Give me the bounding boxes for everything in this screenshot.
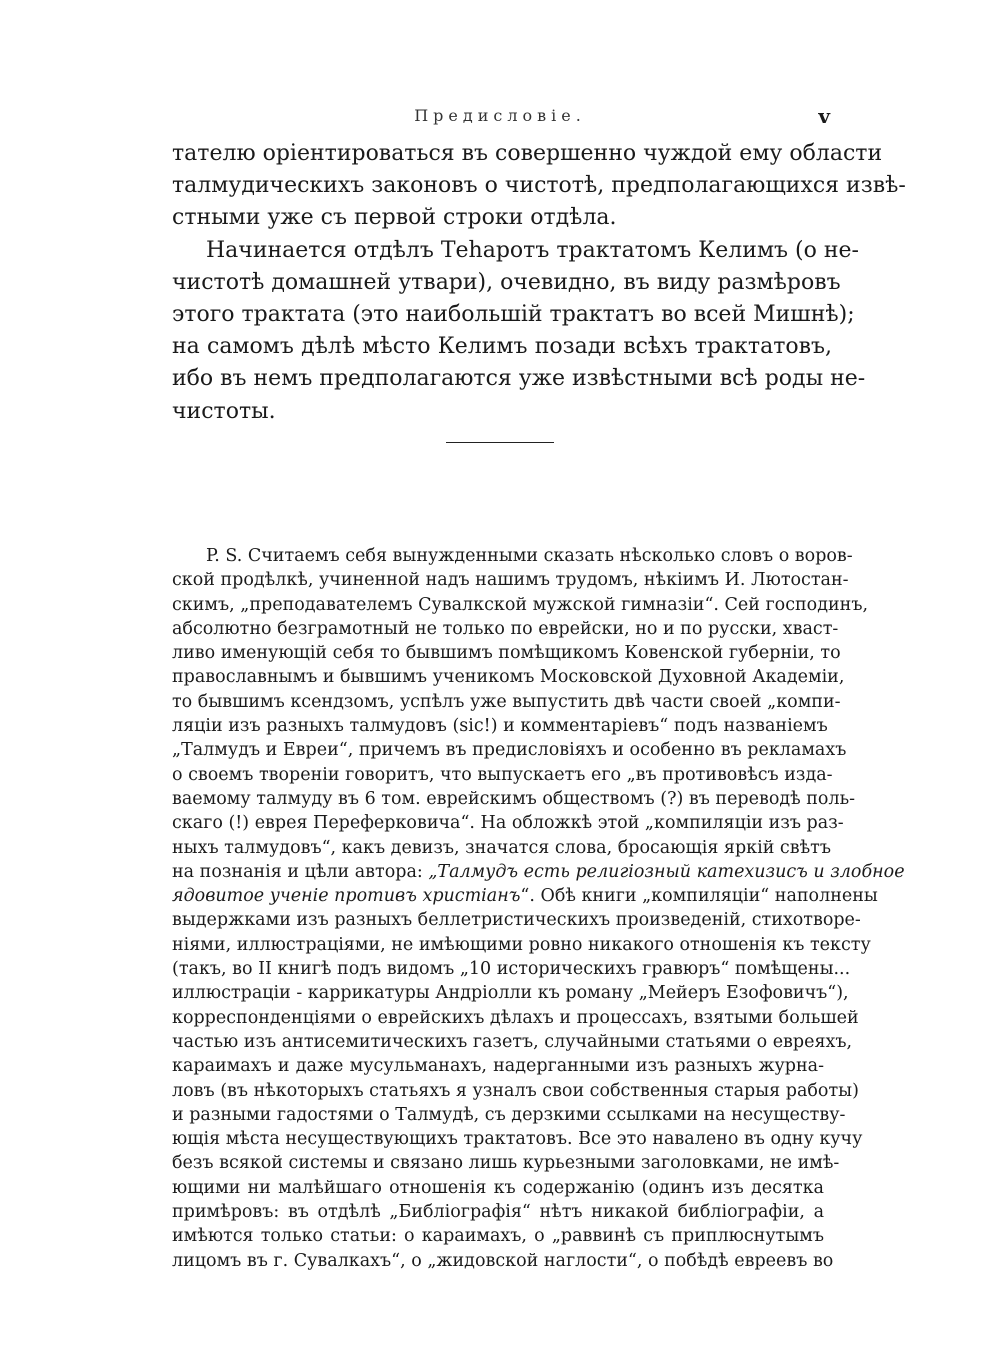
ps-line: ваемому талмуду въ 6 том. еврейскимъ обществомъ (?) въ переводѣ поль- <box>172 788 856 809</box>
ps-line: имѣются только статьи: о караимахъ, о „раввинѣ съ приплюснутымъ <box>172 1226 824 1247</box>
ps-line: то бывшимъ ксендзомъ, успѣлъ уже выпустить двѣ части своей „компи- <box>172 691 841 712</box>
ps-line: ющими ни малѣйшаго отношенія къ содержанію (одинъ изъ десятка <box>172 1177 824 1198</box>
ps-line: ливо именующій себя то бывшимъ помѣщикомъ Ковенской губерніи, то <box>172 643 841 664</box>
page-number: v <box>818 104 830 128</box>
ps-line-mixed <box>172 860 905 884</box>
ps-line: выдержками изъ разныхъ беллетристическихъ произведеній, стихотворе- <box>172 910 861 931</box>
ps-line: скимъ, „преподавателемъ Сувалкской мужской гимназіи“. Сей господинъ, <box>172 594 869 615</box>
ps-line-mixed <box>172 884 878 908</box>
ps-line-segment: на познанія и цѣли автора: <box>172 861 429 882</box>
ps-line: о своемъ твореніи говоритъ, что выпускаетъ его „въ противовѣсъ изда- <box>172 764 833 785</box>
ps-line: (такъ, во II книгѣ подъ видомъ „10 историческихъ гравюръ“ помѣщены... <box>172 959 851 980</box>
ps-line: ніями, иллюстраціями, не имѣющими ровно никакого отношенія къ тексту <box>172 934 871 955</box>
running-title: Предисловіе. <box>414 106 586 125</box>
ps-line: иллюстраціи - каррикатуры Андріолли къ роману „Мейеръ Езофовичъ“), <box>172 983 849 1004</box>
main-text-block <box>172 138 906 428</box>
running-head <box>170 106 830 130</box>
text-line: ибо въ немъ предполагаются уже извѣстными всѣ роды не- <box>172 366 866 392</box>
ps-line: ловъ (въ нѣкоторыхъ статьяхъ я узналъ свои собственныя старыя работы) <box>172 1080 859 1101</box>
ps-line: ныхъ талмудовъ“, какъ девизъ, значатся слова, бросающія яркій свѣтъ <box>172 837 831 858</box>
text-line: стными уже съ первой строки отдѣла. <box>172 205 617 231</box>
ps-line-segment: “. Обѣ книги „компиляціи“ наполнены <box>520 886 878 907</box>
text-line: Начинается отдѣлъ Теһаротъ трактатомъ Келимъ (о не- <box>206 237 859 263</box>
ps-line: частью изъ антисемитическихъ газетъ, случайными статьями о евреяхъ, <box>172 1031 853 1052</box>
ps-quote-italic: „Талмудъ есть религіозный катехизисъ и злобное <box>428 861 905 882</box>
ps-line: абсолютно безграмотный не только по еврейски, но и по русски, хваст- <box>172 618 839 639</box>
ps-line: скаго (!) еврея Переферковича“. На обложкѣ этой „компиляціи изъ раз- <box>172 813 844 834</box>
ps-line: ляціи изъ разныхъ талмудовъ (sic!) и комментаріевъ“ подъ названіемъ <box>172 716 828 737</box>
ps-line: „Талмудъ и Евреи“, причемъ въ предисловіяхъ и особенно въ рекламахъ <box>172 740 847 761</box>
text-line: чистотѣ домашней утвари), очевидно, въ виду размѣровъ <box>172 269 841 295</box>
ps-line: корреспонденціями о еврейскихъ дѣлахъ и процессахъ, взятыми большей <box>172 1007 859 1028</box>
ps-line: P. S. Считаемъ себя вынужденными сказать нѣсколько словъ о воров- <box>206 546 853 566</box>
ps-line: караимахъ и даже мусульманахъ, надерганными изъ разныхъ журна- <box>172 1056 824 1077</box>
ps-line: ющія мѣста несуществующихъ трактатовъ. Все это навалено въ одну кучу <box>172 1129 863 1150</box>
ps-line: безъ всякой системы и связано лишь курьезными заголовками, не имѣ- <box>172 1153 840 1174</box>
ps-line: православнымъ и бывшимъ ученикомъ Московской Духовной Академіи, <box>172 667 845 688</box>
text-line: тателю оріентироваться въ совершенно чуждой ему области <box>172 141 883 166</box>
postscript-block <box>172 544 905 1273</box>
ps-line: лицомъ въ г. Сувалкахъ“, о „жидовской наглости“, о побѣдѣ евреевъ во <box>172 1250 834 1271</box>
ps-line: и разными гадостями о Талмудѣ, съ дерзкими ссылками на несуществу- <box>172 1104 846 1125</box>
text-line: этого трактата (это наибольшій трактатъ во всей Мишнѣ); <box>172 302 855 328</box>
ps-line: примѣровъ: въ отдѣлѣ „Библіографія“ нѣтъ никакой библіографіи, а <box>172 1202 824 1223</box>
ps-quote-italic: ядовитое ученіе противъ христіанъ <box>172 886 521 907</box>
text-line: талмудическихъ законовъ о чистотѣ, предполагающихся извѣ- <box>172 173 906 199</box>
ps-line: ской продѣлкѣ, учиненной надъ нашимъ трудомъ, нѣкіимъ И. Лютостан- <box>172 570 849 591</box>
section-divider <box>446 442 554 443</box>
text-line: на самомъ дѣлѣ мѣсто Келимъ позади всѣхъ трактатовъ, <box>172 334 832 360</box>
text-line: чистоты. <box>172 398 276 424</box>
